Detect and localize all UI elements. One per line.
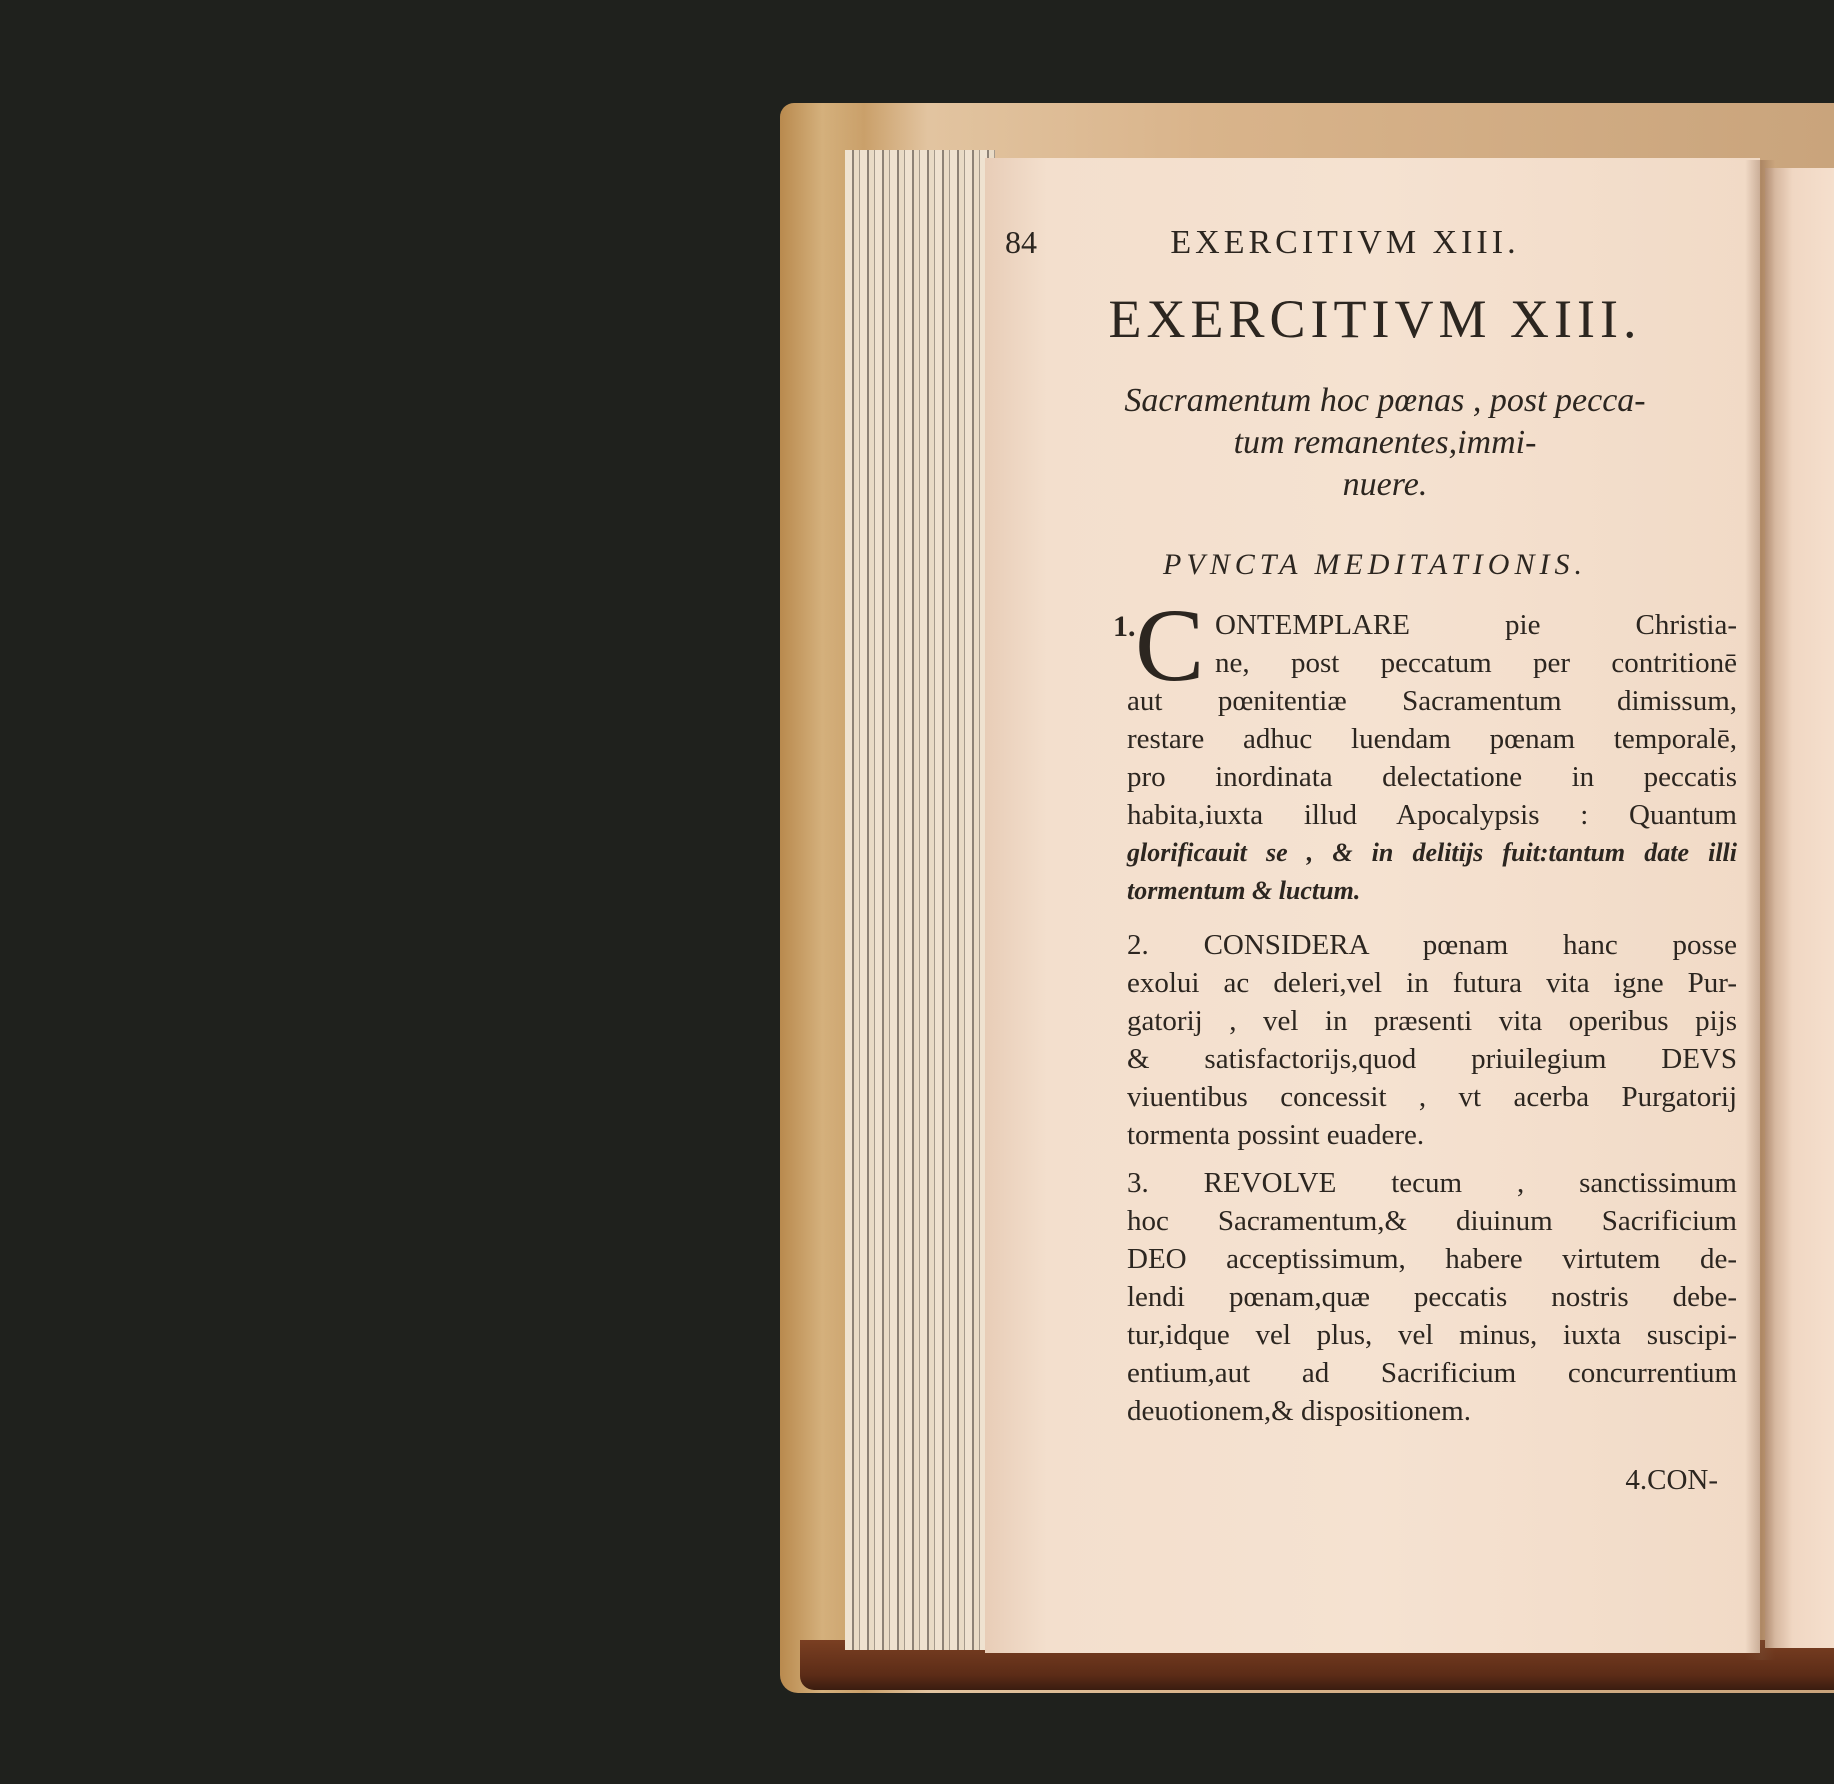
paragraph-1 [1127,606,1737,910]
chapter-title: EXERCITIVM XIII. [1108,289,1642,349]
text-line: deuotionem,& dispositionem. [1127,1395,1471,1427]
paragraph-number: 1. [1113,610,1136,643]
text-line: tormenta possint euadere. [1127,1119,1425,1151]
text-line: ne, post peccatum per contritionē [1215,647,1737,679]
facing-page [1765,168,1834,1648]
page-block-edges [845,150,995,1650]
text-line: ONTEMPLARE pie Christia- [1215,609,1737,641]
text-line: entium,aut ad Sacrificium concurrentium [1127,1357,1737,1389]
section-heading: PVNCTA MEDITATIONIS. [1163,548,1587,581]
page-gutter-shadow [1745,160,1775,1660]
printed-page [985,158,1760,1653]
text-line: exolui ac deleri,vel in futura vita igne Pur- [1127,967,1737,999]
text-line: habita,iuxta illud Apocalypsis : Quantum [1127,799,1737,831]
catchword: 4.CON- [1625,1464,1718,1496]
subtitle-line: tum remanentes,immi- [1233,424,1537,461]
text-line: pro inordinata delectatione in peccatis [1127,761,1737,793]
text-line: restare adhuc luendam pœnam temporalē, [1127,723,1737,755]
page-number: 84 [1005,224,1037,260]
chapter-subtitle [1105,380,1665,506]
drop-capital: C [1135,588,1205,703]
text-line: aut pœnitentiæ Sacramentum dimissum, [1127,685,1737,717]
paragraph-2 [1127,926,1737,1154]
text-line: gatorij , vel in præsenti vita operibus pijs [1127,1005,1737,1037]
text-line: 3. REVOLVE tecum , sanctissimum [1127,1167,1737,1199]
paragraph-3 [1127,1164,1737,1430]
subtitle-line: Sacramentum hoc pœnas , post pecca- [1124,382,1646,419]
text-line-italic: tormentum & luctum. [1127,876,1361,905]
text-line-italic: glorificauit se , & in delitijs fuit:tantum date illi [1127,838,1737,867]
text-line: & satisfactorijs,quod priuilegium DEVS [1127,1043,1737,1075]
running-title: EXERCITIVM XIII. [1170,224,1520,261]
text-line: DEO acceptissimum, habere virtutem de- [1127,1243,1737,1275]
text-line: viuentibus concessit , vt acerba Purgatorij [1127,1081,1737,1113]
text-line: hoc Sacramentum,& diuinum Sacrificium [1127,1205,1737,1237]
running-head [1005,224,1685,264]
text-line: 2. CONSIDERA pœnam hanc posse [1127,929,1737,961]
text-line: tur,idque vel plus, vel minus, iuxta suscipi- [1127,1319,1737,1351]
subtitle-line: nuere. [1342,466,1428,503]
text-line: lendi pœnam,quæ peccatis nostris debe- [1127,1281,1737,1313]
